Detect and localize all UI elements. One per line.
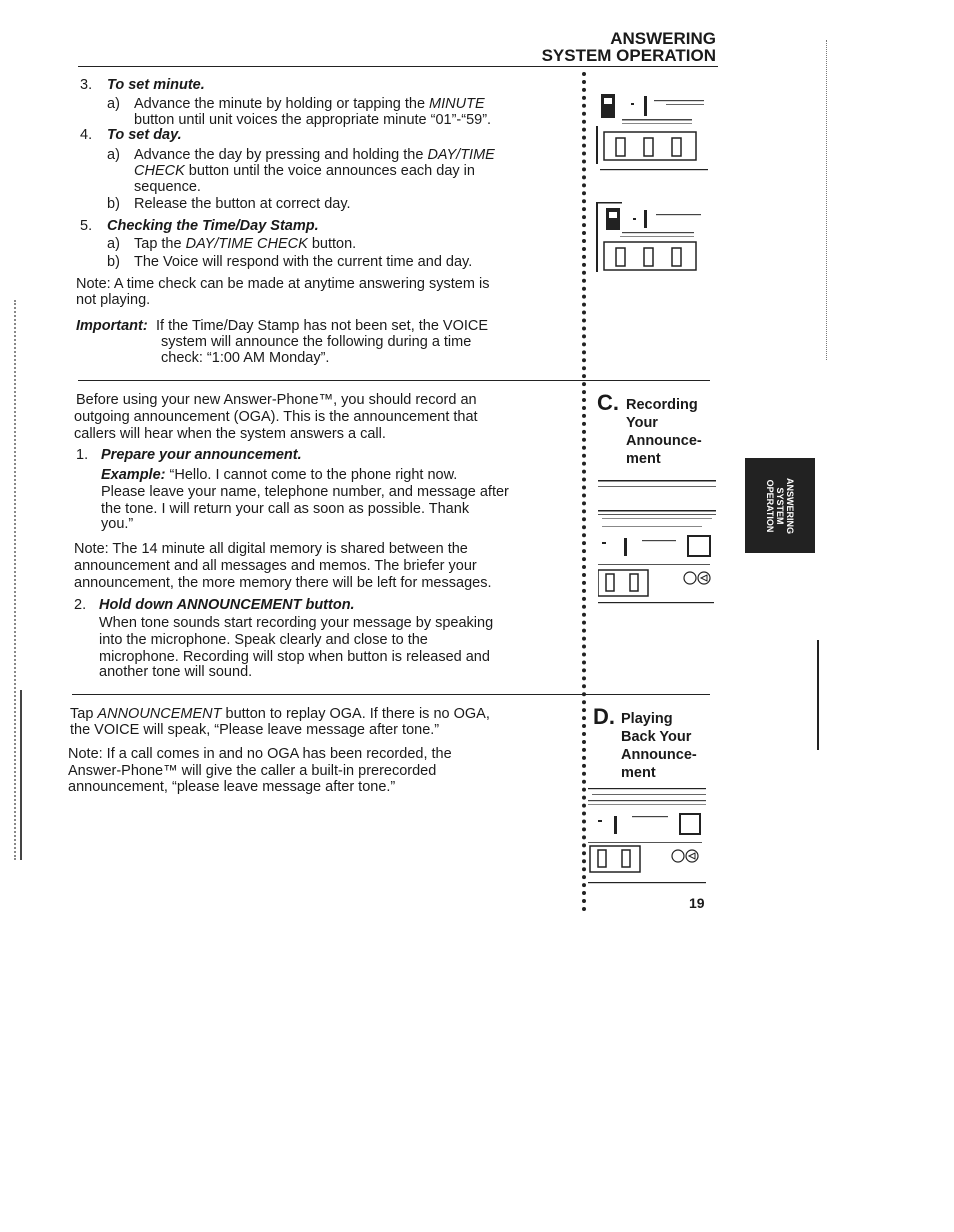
step5-title: Checking the Time/Day Stamp. <box>107 218 319 234</box>
section-rule-c <box>78 380 710 381</box>
important-line3: check: “1:00 AM Monday”. <box>161 350 330 366</box>
step4-a-text: Advance the day by pressing and holding the <box>134 147 428 163</box>
section-c-note-line1: Note: The 14 minute all digital memory is shared between the <box>74 541 468 557</box>
section-d-title-line2: Back Your <box>621 729 692 745</box>
step3-a-text: Advance the minute by holding or tapping the <box>134 96 430 112</box>
step5-a-label: a) <box>107 236 120 252</box>
cassette-icon-2 <box>606 208 620 230</box>
section-c-step1-title: Prepare your announcement. <box>101 447 302 463</box>
step4-title: To set day. <box>107 127 182 143</box>
section-d-line2: the VOICE will speak, “Please leave message after tone.” <box>70 722 440 738</box>
section-c-intro-line3: callers will hear when the system answers a call. <box>74 426 386 442</box>
important-line2: system will announce the following during a time <box>161 334 472 350</box>
step5-a-emphasis: DAY/TIME CHECK <box>185 236 308 252</box>
section-d-line1-post: button to replay OGA. If there is no OGA, <box>221 706 490 722</box>
section-c-intro-line2: outgoing announcement (OGA). This is the announcement that <box>74 409 478 425</box>
step3-a-emphasis: MINUTE <box>429 96 485 112</box>
section-c-intro-line1: Before using your new Answer-Phone™, you should record an <box>76 392 477 408</box>
panel-time-display-2 <box>596 200 708 278</box>
section-c-title-line1: Recording <box>626 397 698 413</box>
section-d-letter: D. <box>593 704 615 729</box>
section-c-note-line3: announcement, the more memory there will be left for messages. <box>74 575 492 591</box>
step5-b-label: b) <box>107 254 120 270</box>
step3-a-line2: button until unit voices the appropriate minute “01”-“59”. <box>134 112 492 128</box>
scan-margin-right-bar <box>817 640 819 750</box>
example-line4: you.” <box>101 516 134 532</box>
step3-a-line1 <box>134 96 485 113</box>
step4-a-text2: button until the voice announces each day in <box>184 163 475 179</box>
memo-button <box>684 572 696 584</box>
example-line3: the tone. I will return your call as soon as possible. Thank <box>101 501 470 517</box>
step5-a-text2: button. <box>307 236 357 252</box>
step4-a-emphasis: DAY/TIME <box>427 147 495 163</box>
panel-time-display-1 <box>596 88 708 173</box>
section-c-step2-line1: When tone sounds start recording your message by speaking <box>99 615 494 631</box>
step4-number: 4. <box>80 127 93 143</box>
section-rule-d <box>72 694 710 695</box>
announcement-button <box>688 536 710 556</box>
example-text1: “Hello. I cannot come to the phone right now. <box>165 467 458 483</box>
step4-a-line1 <box>134 147 495 164</box>
step3-a-label: a) <box>107 96 120 112</box>
step4-a-line3: sequence. <box>134 179 201 195</box>
section-d-note-line3: announcement, “please leave message after tone.” <box>68 779 396 795</box>
step4-a-label: a) <box>107 147 120 163</box>
section-c-title-line3: Announce- <box>626 433 702 449</box>
side-tab-line3: OPERATION <box>765 479 775 532</box>
example-line2: Please leave your name, telephone number, and message after <box>101 484 509 500</box>
section-c-step2-title: Hold down ANNOUNCEMENT button. <box>99 597 355 613</box>
step4-a-emphasis2: CHECK <box>134 163 185 179</box>
scan-margin-left-dark <box>20 690 22 860</box>
section-d-title-line4: ment <box>621 765 656 781</box>
header-rule <box>78 66 718 67</box>
section-c-step2-line2: into the microphone. Speak clearly and close to the <box>99 632 428 648</box>
header-title-line1: ANSWERING <box>610 29 716 48</box>
step5-a-text: Tap the <box>134 236 186 252</box>
side-tab-line2: SYSTEM <box>775 486 785 524</box>
section-c-step1-number: 1. <box>76 447 89 463</box>
step3-title: To set minute. <box>107 77 205 93</box>
section-c-letter: C. <box>597 390 619 415</box>
repeat-button-2 <box>686 850 698 862</box>
step5-number: 5. <box>80 218 93 234</box>
section-c-step2-line3: microphone. Recording will stop when button is released and <box>99 649 490 665</box>
step4-b-label: b) <box>107 196 120 212</box>
panel-announcement-playback <box>588 782 710 886</box>
step4-a-line2 <box>134 163 475 180</box>
section-d-line1 <box>70 706 490 723</box>
note-line1: Note: A time check can be made at anytime answering system is <box>76 276 490 292</box>
note-line2: not playing. <box>76 292 151 308</box>
announcement-button-2 <box>680 814 700 834</box>
repeat-button <box>698 572 710 584</box>
step5-b-text: The Voice will respond with the current time and day. <box>134 254 473 270</box>
cassette-icon <box>601 94 615 118</box>
step3-number: 3. <box>80 77 93 93</box>
section-d-title-line1: Playing <box>621 711 673 727</box>
section-d-title-line3: Announce- <box>621 747 697 763</box>
important-line1: If the Time/Day Stamp has not been set, the VOICE <box>156 318 489 334</box>
section-d-note-line1: Note: If a call comes in and no OGA has been recorded, the <box>68 746 452 762</box>
section-c-step2-line4: another tone will sound. <box>99 664 253 680</box>
important-label: Important: <box>76 318 148 334</box>
section-c-title-line2: Your <box>626 415 658 431</box>
side-tab-line1: ANSWERING <box>785 477 795 534</box>
step5-a-line <box>134 236 356 253</box>
section-d-line1-pre: Tap <box>70 706 98 722</box>
section-c-note-line2: announcement and all messages and memos. The briefer your <box>74 558 477 574</box>
side-tab <box>745 458 815 553</box>
example-line1 <box>101 467 457 484</box>
section-c-step2-number: 2. <box>74 597 87 613</box>
section-d-note-line2: Answer-Phone™ will give the caller a built-in prerecorded <box>68 763 437 779</box>
header-title-line2: SYSTEM OPERATION <box>541 46 716 65</box>
memo-button-2 <box>672 850 684 862</box>
scan-margin-right <box>826 40 828 360</box>
section-c-title-line4: ment <box>626 451 661 467</box>
step4-b-text: Release the button at correct day. <box>134 196 351 212</box>
panel-announcement-record <box>598 476 718 606</box>
section-d-line1-emphasis: ANNOUNCEMENT <box>97 706 222 722</box>
page-number: 19 <box>689 895 705 911</box>
example-label: Example: <box>101 467 166 483</box>
